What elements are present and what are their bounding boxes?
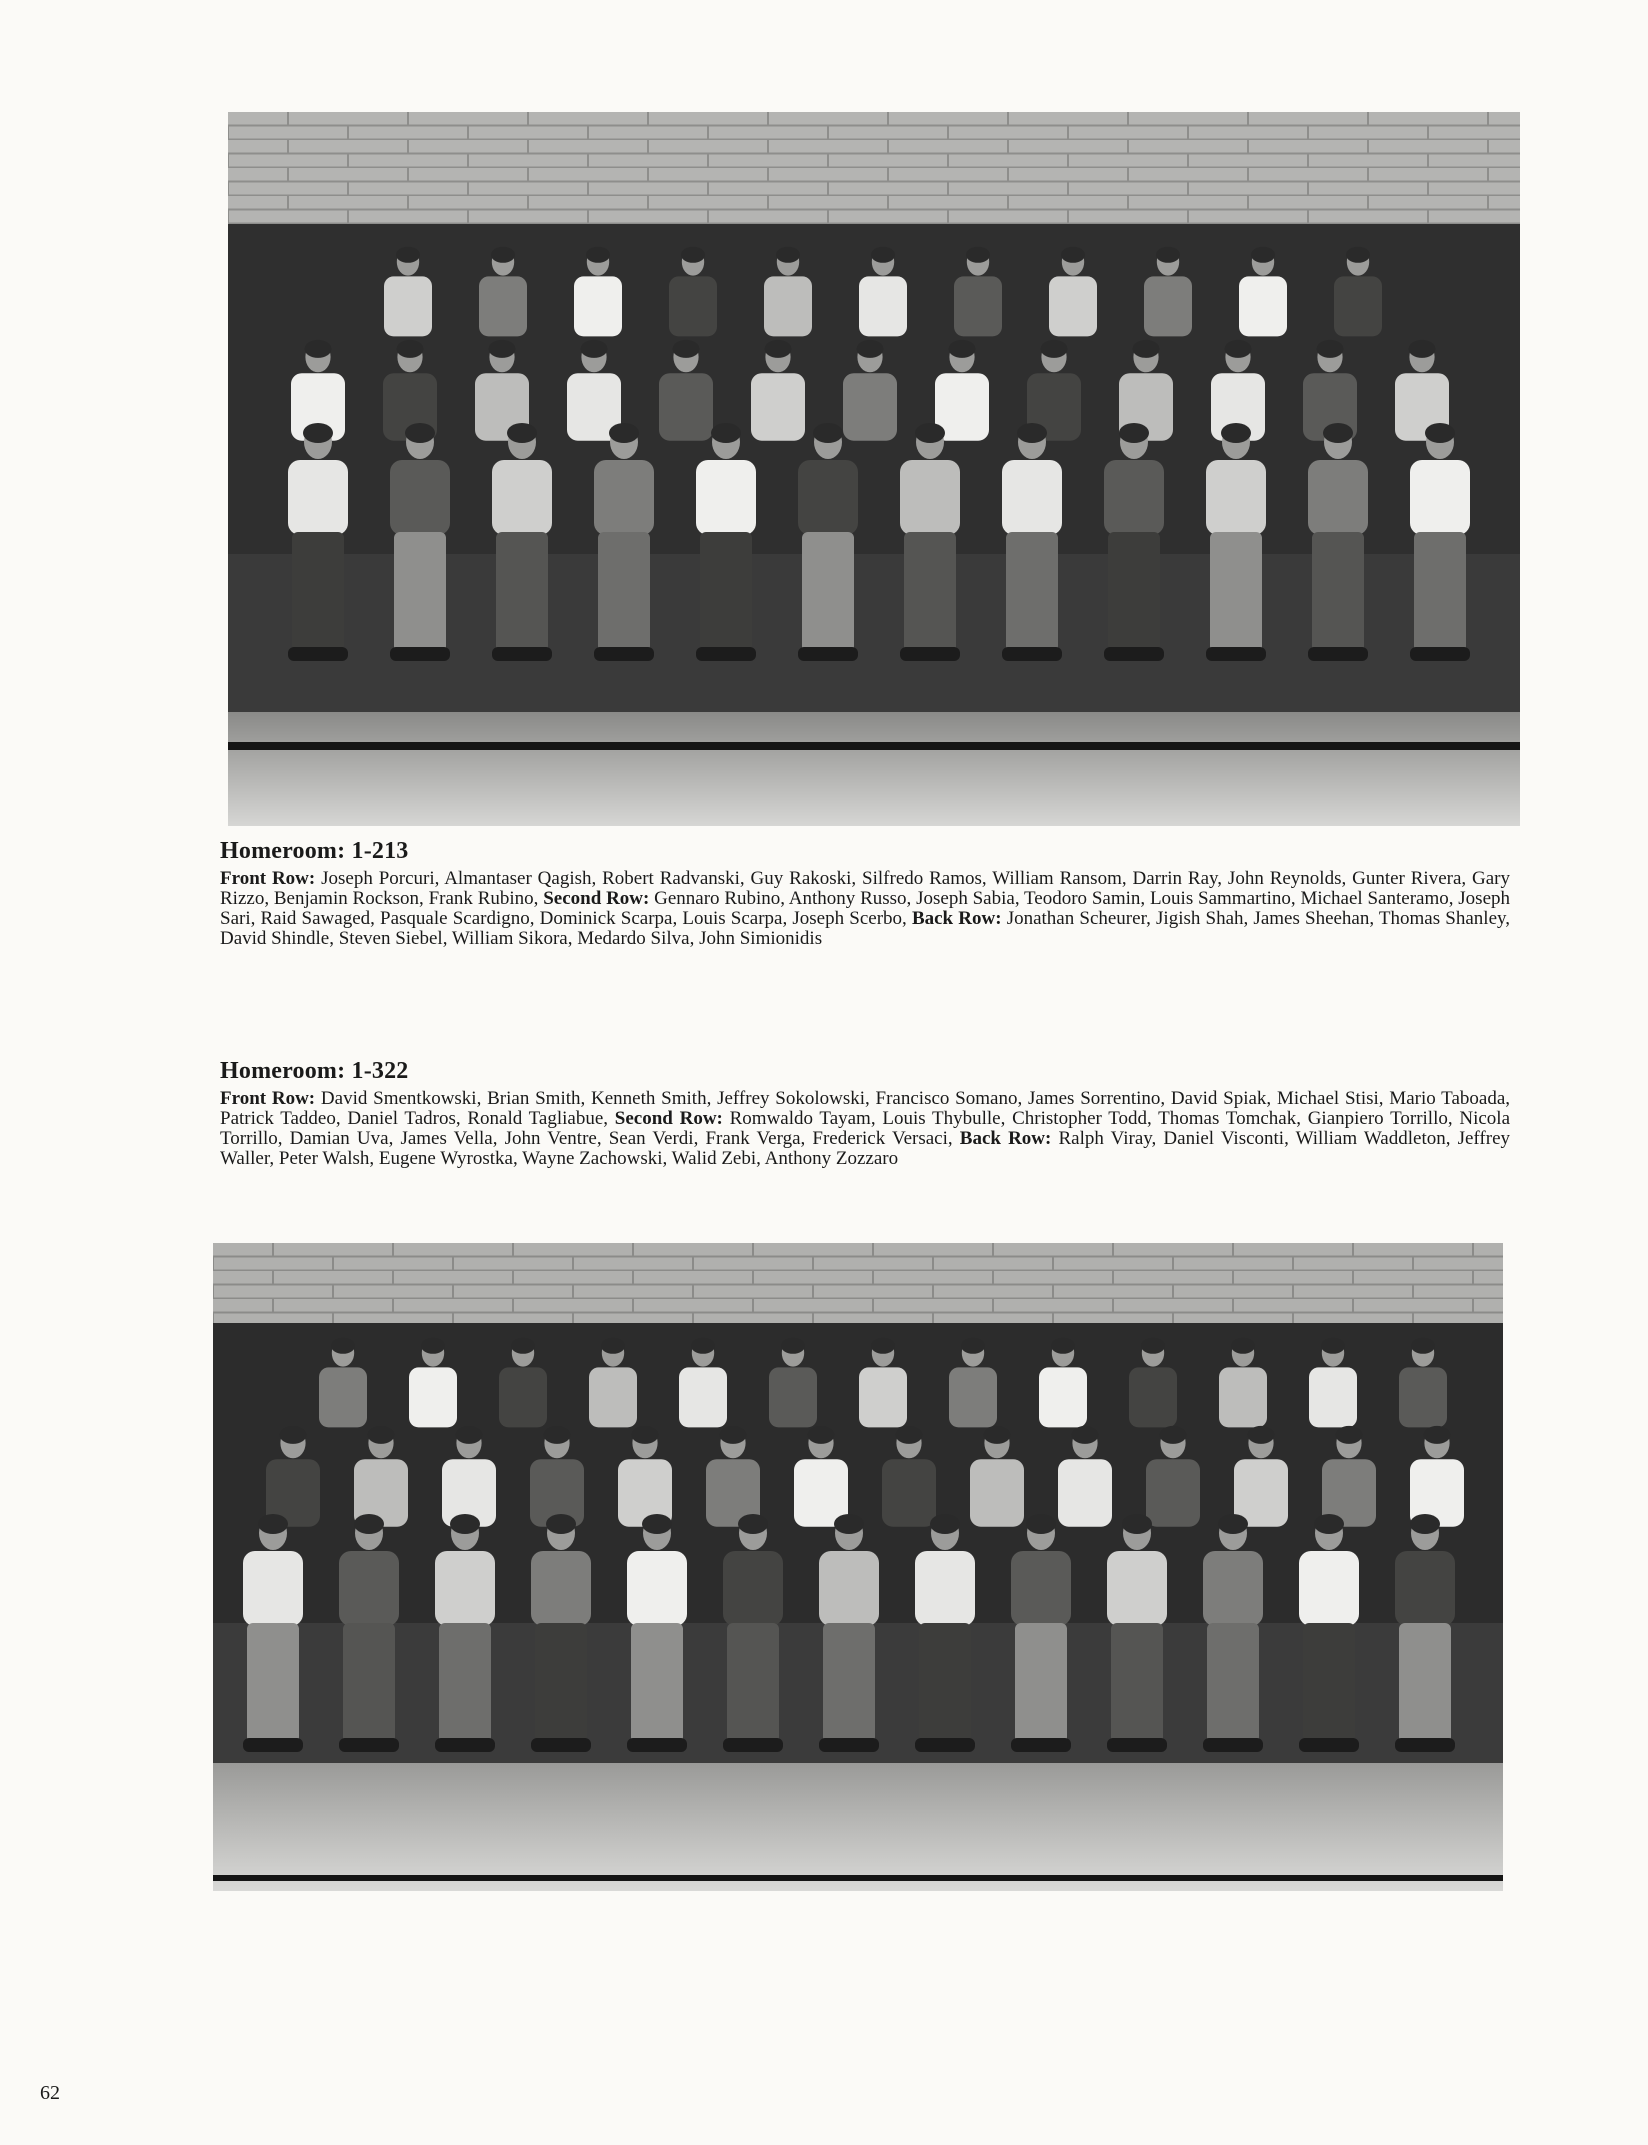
class-photo-2-image	[213, 1243, 1503, 1891]
homeroom-1-322-roster	[220, 1089, 1510, 1169]
class-photo-1-image	[228, 112, 1520, 826]
front-row-names: Joseph Porcuri, Almantaser Qagish, Robert Radvanski, Guy Rakoski, Silfredo Ramos, William Ransom, Darrin Ray, John Reynolds, Gunter Rivera, Gary Rizzo, Benjamin Rockson, Frank Rubino,	[220, 868, 1510, 909]
homeroom-1-213-caption	[220, 838, 1510, 949]
front-row-label: Front Row:	[220, 1088, 316, 1109]
back-row-names: Jonathan Scheurer, Jigish Shah, James Sheehan, Thomas Shanley, David Shindle, Steven Siebel, William Sikora, Medardo Silva, John Simionidis	[220, 908, 1511, 949]
class-photo-homeroom-1-322	[213, 1243, 1503, 1891]
homeroom-1-213-roster	[220, 869, 1510, 949]
second-row-label: Second Row:	[543, 888, 650, 909]
second-row-label: Second Row:	[614, 1108, 723, 1129]
second-row-names: Gennaro Rubino, Anthony Russo, Joseph Sabia, Teodoro Samin, Louis Sammartino, Michael Santeramo, Joseph Sari, Raid Sawaged, Pasquale Scardigno, Dominick Scarpa, Louis Scarpa, Joseph Scerbo,	[220, 888, 1511, 929]
front-row-names: David Smentkowski, Brian Smith, Kenneth Smith, Jeffrey Sokolowski, Francisco Somano, James Sorrentino, David Spiak, Michael Stisi, Mario Taboada, Patrick Taddeo, Daniel Tadros, Ronald Tagliabue,	[220, 1088, 1510, 1129]
second-row-names: Romwaldo Tayam, Louis Thybulle, Christopher Todd, Thomas Tomchak, Gianpiero Torrillo, Nicola Torrillo, Damian Uva, James Vella, John Ventre, Sean Verdi, Frank Verga, Frederick Versaci,	[220, 1108, 1510, 1149]
back-row-names: Ralph Viray, Daniel Visconti, William Waddleton, Jeffrey Waller, Peter Walsh, Eugene Wyrostka, Wayne Zachowski, Walid Zebi, Anthony Zozzaro	[220, 1128, 1510, 1169]
class-photo-homeroom-1-213	[228, 112, 1520, 826]
page-number: 62	[40, 2082, 60, 2104]
homeroom-1-322-caption	[220, 1058, 1510, 1169]
front-row-label: Front Row:	[220, 868, 316, 889]
back-row-label: Back Row:	[911, 908, 1002, 929]
back-row-label: Back Row:	[959, 1128, 1052, 1149]
homeroom-1-213-title: Homeroom: 1-213	[220, 838, 409, 864]
homeroom-1-322-title: Homeroom: 1-322	[220, 1058, 409, 1084]
